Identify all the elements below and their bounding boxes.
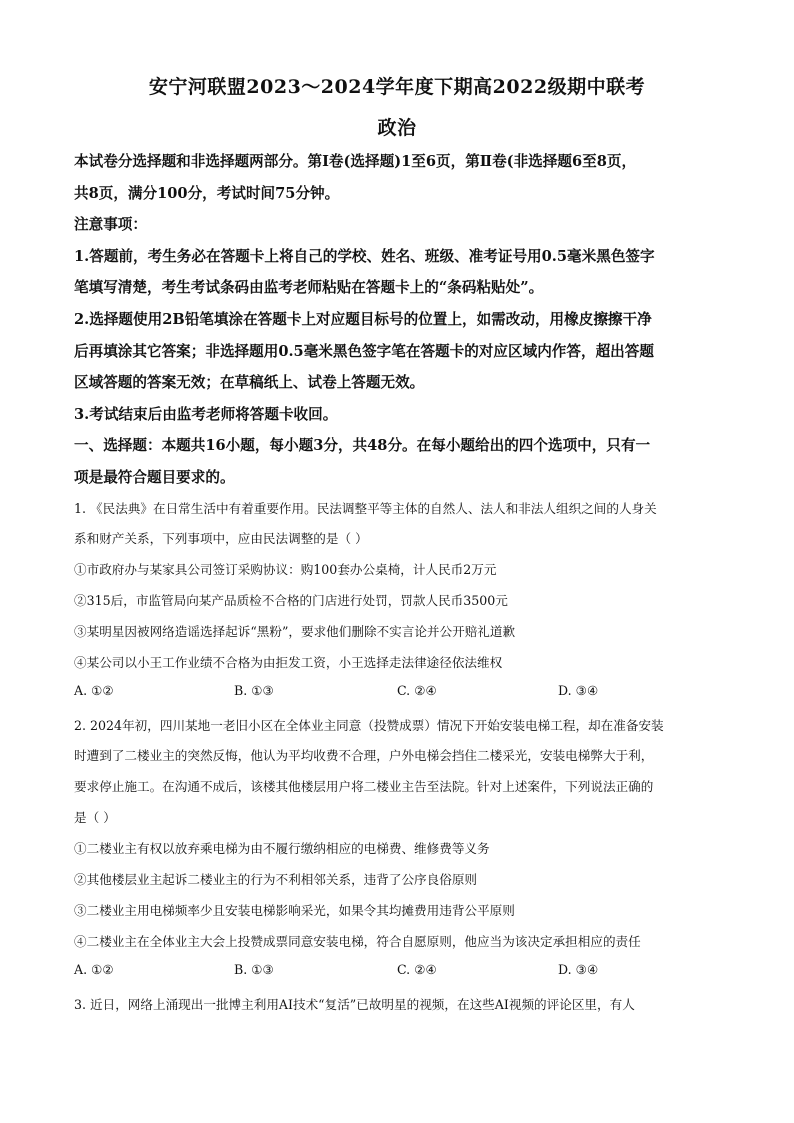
intro-line-2: 共8页，满分100分，考试时间75分钟。 <box>74 185 340 202</box>
note-line-3: 2.选择题使用2B铅笔填涂在答题卡上对应题目标号的位置上，如需改动，用橡皮擦擦干净 <box>74 311 652 328</box>
note-line-4: 后再填涂其它答案；非选择题用0.5毫米黑色签字笔在答题卡的对应区域内作答，超出答题 <box>74 343 654 360</box>
q1-option-b: B. ①③ <box>234 683 274 698</box>
q1-option-d: D. ③④ <box>558 683 599 698</box>
q2-item-1: ①二楼业主有权以放弃乘电梯为由不履行缴纳相应的电梯费、维修费等义务 <box>74 841 490 856</box>
q2-option-b: B. ①③ <box>234 962 274 977</box>
q1-item-1: ①市政府办与某家具公司签订采购协议：购100套办公桌椅，计人民币2万元 <box>74 562 497 577</box>
q1-stem-1: 1. 《民法典》在日常生活中有着重要作用。民法调整平等主体的自然人、法人和非法人组织之间的人身关 <box>74 501 657 516</box>
subject-title: 政治 <box>377 117 417 139</box>
q1-item-4: ④某公司以小王工作业绩不合格为由拒发工资，小王选择走法律途径依法维权 <box>74 655 503 670</box>
note-line-1: 1.答题前，考生务必在答题卡上将自己的学校、姓名、班级、准考证号用0.5毫米黑色签字 <box>74 248 655 265</box>
q3-stem-1: 3. 近日，网络上涌现出一批博主利用AI技术“复活”已故明星的视频，在这些AI视频的评论区里，有人 <box>74 997 635 1012</box>
exam-title: 安宁河联盟2023～2024学年度下期高2022级期中联考 <box>148 76 646 98</box>
q1-item-3: ③某明星因被网络造谣选择起诉“黑粉”，要求他们删除不实言论并公开赔礼道歉 <box>74 624 516 639</box>
q2-item-4: ④二楼业主在全体业主大会上投赞成票同意安装电梯，符合自愿原则，他应当为该决定承担相应的责任 <box>74 934 641 949</box>
section-heading-2: 项是最符合题目要求的。 <box>74 469 235 486</box>
note-line-2: 笔填写清楚，考生考试条码由监考老师粘贴在答题卡上的“条码粘贴处”。 <box>74 279 544 296</box>
section-heading-1: 一、选择题：本题共16小题，每小题3分，共48分。在每小题给出的四个选项中，只有一 <box>74 437 651 454</box>
q2-stem-3: 要求停止施工。在沟通不成后，该楼其他楼层用户将二楼业主告至法院。针对上述案件，下列说法正确的 <box>74 779 654 794</box>
q2-item-3: ③二楼业主用电梯频率少且安装电梯影响采光，如果令其均摊费用违背公平原则 <box>74 903 515 918</box>
q1-option-c: C. ②④ <box>397 683 437 698</box>
q2-option-a: A. ①② <box>74 962 114 977</box>
q2-option-c: C. ②④ <box>397 962 437 977</box>
q2-stem-2: 时遭到了二楼业主的突然反悔，他认为平均收费不合理，户外电梯会挡住二楼采光，安装电梯弊大于利， <box>74 748 654 763</box>
q1-stem-2: 系和财产关系，下列事项中，应由民法调整的是（ ） <box>74 531 368 546</box>
q1-item-2: ②315后，市监管局向某产品质检不合格的门店进行处罚，罚款人民币3500元 <box>74 593 508 608</box>
q2-stem-1: 2. 2024年初，四川某地一老旧小区在全体业主同意（投赞成票）情况下开始安装电梯工程，却在准备安装 <box>74 718 664 733</box>
q2-item-2: ②其他楼层业主起诉二楼业主的行为不利相邻关系，违背了公序良俗原则 <box>74 872 477 887</box>
intro-line-1: 本试卷分选择题和非选择题两部分。第Ⅰ卷(选择题)1至6页，第Ⅱ卷(非选择题6至8页， <box>74 153 637 170</box>
q2-option-d: D. ③④ <box>558 962 599 977</box>
notes-heading: 注意事项： <box>74 216 147 233</box>
note-line-5: 区域答题的答案无效；在草稿纸上、试卷上答题无效。 <box>74 374 425 391</box>
note-line-6: 3.考试结束后由监考老师将答题卡收回。 <box>74 406 338 423</box>
q2-stem-4: 是（ ） <box>74 810 116 825</box>
q1-option-a: A. ①② <box>74 683 114 698</box>
